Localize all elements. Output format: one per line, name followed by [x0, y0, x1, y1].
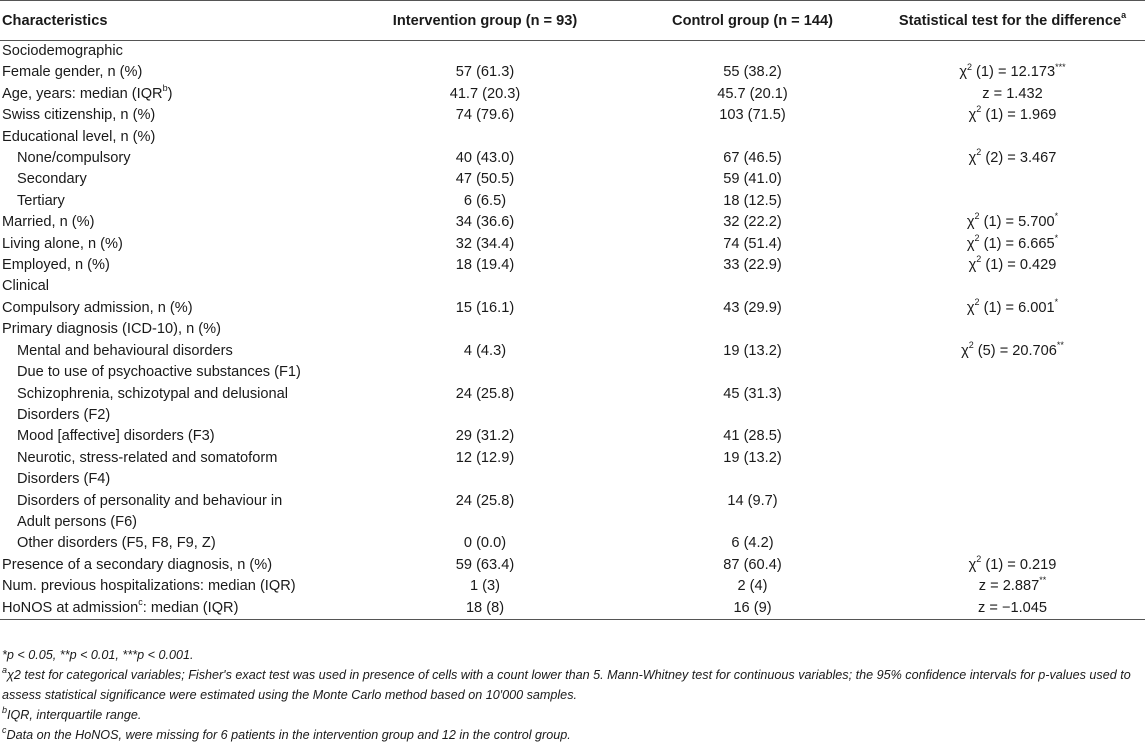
intervention-value: [345, 319, 625, 340]
test-text: χ: [968, 257, 977, 274]
statistical-test-value: [880, 405, 1145, 426]
intervention-value: 59 (63.4): [455, 556, 515, 573]
header-control-group: Control group (n = 144): [625, 1, 880, 41]
row-label-text: HoNOS at admission: [2, 599, 139, 616]
row-label: [0, 62, 345, 83]
row-label: [0, 276, 345, 297]
row-label-text: Adult persons (F6): [17, 513, 138, 530]
statistical-test-value: [880, 105, 1145, 126]
row-label: [0, 469, 345, 490]
statistical-test-value: [880, 598, 1145, 620]
statistical-test-value: [880, 148, 1145, 169]
header-statistical-test-label: Statistical test for the difference: [898, 12, 1122, 29]
test-exponent: 2: [974, 297, 980, 308]
row-label-text: Primary diagnosis (ICD-10), n (%): [2, 321, 221, 338]
footnote-a-text: test for categorical variables; Fisher's exact test was used in presence of cells with a count lower than 5. Mann-Whitney test for continuous variables; the 95% confidence intervals for p-values used to assess statistical significance were estimated using the Monte Carlo method based on 10′000 samples.: [2, 668, 1131, 702]
test-rest: (1) = 0.429: [981, 257, 1057, 274]
statistical-test-value: [880, 469, 1145, 490]
table-row: [0, 491, 1145, 512]
intervention-value: 40 (43.0): [455, 150, 515, 167]
row-label-text: Age, years: median (IQR: [2, 85, 163, 102]
intervention-value: 47 (50.5): [455, 171, 515, 188]
test-exponent: 2: [974, 232, 980, 243]
statistical-test-value: [880, 169, 1145, 190]
row-label-text: Disorders (F2): [17, 406, 111, 423]
header-statistical-test: [880, 1, 1145, 41]
statistical-test-value: [880, 341, 1145, 362]
footnote-b-text: IQR, interquartile range.: [7, 708, 142, 722]
intervention-value: 57 (61.3): [455, 64, 515, 81]
statistical-test-value: [880, 362, 1145, 383]
control-value: 18 (12.5): [723, 192, 782, 209]
intervention-value: 1 (3): [469, 578, 500, 595]
statistical-test-value: [880, 512, 1145, 533]
row-label-text: Compulsory admission, n (%): [2, 299, 193, 316]
statistical-test-value: [880, 533, 1145, 554]
control-value: 59 (41.0): [723, 171, 782, 188]
intervention-value: 18 (8): [345, 598, 625, 620]
row-label: [0, 41, 345, 63]
test-exponent: 2: [976, 553, 982, 564]
statistical-test-value: [880, 41, 1145, 63]
intervention-value: [345, 276, 625, 297]
control-value: 87 (60.4): [723, 556, 782, 573]
row-label-text: Num. previous hospitalizations: median (IQR): [2, 578, 296, 595]
row-label: [0, 105, 345, 126]
footnote-b-marker: b: [2, 704, 8, 715]
control-value: 6 (4.2): [731, 535, 774, 552]
row-label-footnote: c: [138, 596, 143, 607]
row-label-text: Married, n (%): [2, 214, 95, 231]
table-row: [0, 41, 1145, 63]
row-label: [0, 127, 345, 148]
control-value: 2 (4): [737, 578, 768, 595]
table-row: [0, 576, 1145, 597]
significance-stars: *: [1054, 211, 1059, 222]
test-rest: (1) = 1.969: [981, 107, 1057, 124]
row-label: [0, 576, 345, 597]
row-label: [0, 169, 345, 190]
row-label: [0, 191, 345, 212]
row-label: [0, 255, 345, 276]
statistical-test-value: [880, 212, 1145, 233]
row-label: [0, 148, 345, 169]
statistical-test-value: [880, 319, 1145, 340]
test-text: z = 1.432: [982, 85, 1043, 102]
table-row: [0, 169, 1145, 190]
intervention-value: [345, 127, 625, 148]
table-row: [0, 448, 1145, 469]
statistical-test-value: [880, 62, 1145, 83]
control-value: [625, 512, 880, 533]
control-value: [625, 276, 880, 297]
row-label: [0, 384, 345, 405]
row-label-text: Mental and behavioural disorders: [17, 342, 233, 359]
test-text: χ: [966, 214, 975, 231]
table-row: [0, 405, 1145, 426]
table-row: [0, 191, 1145, 212]
header-row: [0, 1, 1145, 41]
intervention-value: 15 (16.1): [455, 299, 515, 316]
statistical-test-value: [880, 576, 1145, 597]
row-label-end: : median (IQR): [142, 599, 239, 616]
significance-stars: ***: [1055, 61, 1066, 72]
statistical-test-value: [880, 555, 1145, 576]
control-value: 67 (46.5): [723, 150, 782, 167]
footnote-significance: *p < 0.05, **p < 0.01, ***p < 0.001.: [2, 648, 194, 662]
test-text: χ: [968, 556, 977, 573]
significance-stars: *: [1054, 297, 1059, 308]
test-exponent: 2: [976, 254, 982, 265]
row-label: [0, 491, 345, 512]
table-row: [0, 533, 1145, 554]
control-value: [625, 127, 880, 148]
table-row: [0, 127, 1145, 148]
test-text: χ: [966, 235, 975, 252]
footnote-c-marker: c: [2, 724, 7, 735]
control-value: 14 (9.7): [727, 492, 778, 509]
significance-stars: **: [1056, 339, 1064, 350]
table-row: [0, 276, 1145, 297]
test-text: χ: [961, 342, 969, 359]
row-label-end: ): [167, 85, 173, 102]
test-exponent: 2: [976, 147, 982, 158]
control-value: [625, 405, 880, 426]
table-row: [0, 84, 1145, 105]
control-value: 74 (51.4): [723, 235, 782, 252]
test-rest: (1) = 12.173: [972, 64, 1056, 81]
row-label-text: Female gender, n (%): [2, 64, 143, 81]
intervention-value: [345, 362, 625, 383]
control-value: 19 (13.2): [723, 449, 782, 466]
row-label: [0, 341, 345, 362]
test-rest: (1) = 6.001: [979, 299, 1055, 316]
table-row: [0, 234, 1145, 255]
table-row: [0, 212, 1145, 233]
intervention-value: [345, 41, 625, 63]
control-value: [625, 469, 880, 490]
statistical-test-value: [880, 491, 1145, 512]
row-label: [0, 84, 345, 105]
table-row: [0, 298, 1145, 319]
intervention-value: 4 (4.3): [463, 342, 507, 359]
row-label-text: Living alone, n (%): [2, 235, 123, 252]
footnote-a: [2, 665, 1142, 705]
row-label: [0, 512, 345, 533]
table-body: [0, 41, 1145, 620]
control-value: [625, 362, 880, 383]
row-label-text: Presence of a secondary diagnosis, n (%): [2, 556, 273, 573]
statistical-test-value: [880, 276, 1145, 297]
row-label: [0, 319, 345, 340]
row-label: [0, 426, 345, 447]
table-row: [0, 384, 1145, 405]
intervention-value: 34 (36.6): [455, 214, 515, 231]
table-row: [0, 598, 1145, 620]
control-value: 16 (9): [625, 598, 880, 620]
statistical-test-value: [880, 448, 1145, 469]
intervention-value: [345, 405, 625, 426]
row-label-text: Disorders of personality and behaviour in: [17, 492, 283, 509]
table-row: [0, 255, 1145, 276]
row-label: [0, 234, 345, 255]
row-label-text: Due to use of psychoactive substances (F1): [17, 364, 301, 381]
statistical-test-value: [880, 84, 1145, 105]
significance-stars: **: [1039, 575, 1047, 586]
table-row: [0, 148, 1145, 169]
row-label-text: Employed, n (%): [2, 257, 110, 274]
statistical-test-value: [880, 255, 1145, 276]
test-rest: (5) = 20.706: [973, 342, 1057, 359]
intervention-value: 6 (6.5): [463, 192, 507, 209]
row-label: [0, 533, 345, 554]
test-text: χ: [966, 299, 975, 316]
table-footnotes: [2, 645, 1142, 745]
row-label-text: None/compulsory: [17, 150, 131, 167]
row-label: [0, 298, 345, 319]
intervention-value: 32 (34.4): [455, 235, 515, 252]
row-label: [0, 212, 345, 233]
table-row: [0, 512, 1145, 533]
test-exponent: 2: [974, 211, 980, 222]
test-exponent: 2: [968, 339, 974, 350]
control-value: [625, 319, 880, 340]
row-label-text: Clinical: [2, 278, 50, 295]
intervention-value: 0 (0.0): [463, 535, 507, 552]
intervention-value: [345, 512, 625, 533]
table-row: [0, 62, 1145, 83]
row-label-text: Secondary: [17, 171, 87, 188]
footnote-c: [2, 725, 1142, 745]
header-footnote-a: a: [1121, 9, 1127, 20]
row-label-footnote: b: [162, 82, 168, 93]
significance-stars: *: [1054, 232, 1059, 243]
row-label-text: Other disorders (F5, F8, F9, Z): [17, 535, 216, 552]
control-value: 19 (13.2): [723, 342, 782, 359]
row-label-text: Disorders (F4): [17, 471, 111, 488]
intervention-value: [345, 469, 625, 490]
row-label-text: Mood [affective] disorders (F3): [17, 428, 215, 445]
statistical-test-value: [880, 127, 1145, 148]
intervention-value: 24 (25.8): [455, 385, 515, 402]
control-value: 41 (28.5): [723, 428, 782, 445]
test-rest: (1) = 0.219: [981, 556, 1057, 573]
intervention-value: 24 (25.8): [455, 492, 515, 509]
table-row: [0, 469, 1145, 490]
footnote-b: [2, 705, 1142, 725]
row-label-text: Educational level, n (%): [2, 128, 156, 145]
control-value: 32 (22.2): [723, 214, 782, 231]
row-label: [0, 555, 345, 576]
row-label: [0, 448, 345, 469]
control-value: [625, 41, 880, 63]
intervention-value: 41.7 (20.3): [449, 85, 521, 102]
statistical-test-value: [880, 234, 1145, 255]
table-row: [0, 105, 1145, 126]
control-value: 55 (38.2): [723, 64, 782, 81]
test-exponent: 2: [966, 61, 972, 72]
footnote-c-text: Data on the HoNOS, were missing for 6 patients in the intervention group and 12 in the control group.: [6, 728, 571, 742]
row-label-text: Sociodemographic: [2, 43, 123, 59]
row-label: [0, 405, 345, 426]
intervention-value: 29 (31.2): [455, 428, 515, 445]
row-label-text: Neurotic, stress-related and somatoform: [17, 449, 278, 466]
table-row: [0, 341, 1145, 362]
statistical-test-value: [880, 426, 1145, 447]
control-value: 103 (71.5): [719, 107, 786, 124]
footnote-a-chi: χ2: [7, 668, 21, 682]
row-label-text: Swiss citizenship, n (%): [2, 107, 156, 124]
table-row: [0, 362, 1145, 383]
footnote-a-marker: a: [2, 664, 8, 675]
test-text: χ: [968, 107, 977, 124]
header-intervention-group: Intervention group (n = 93): [345, 1, 625, 41]
test-text: z = −1.045: [978, 599, 1047, 616]
intervention-value: 18 (19.4): [455, 257, 515, 274]
test-text: χ: [968, 150, 977, 167]
statistical-test-value: [880, 298, 1145, 319]
row-label-text: Tertiary: [17, 192, 65, 209]
test-text: z = 2.887: [978, 578, 1040, 595]
row-label: [0, 598, 345, 620]
test-rest: (1) = 5.700: [979, 214, 1055, 231]
control-value: 45 (31.3): [723, 385, 782, 402]
table-row: [0, 319, 1145, 340]
test-text: χ: [959, 64, 967, 81]
row-label-text: Schizophrenia, schizotypal and delusional: [17, 385, 288, 402]
header-characteristics: Characteristics: [0, 1, 345, 41]
test-rest: (1) = 6.665: [979, 235, 1055, 252]
control-value: 33 (22.9): [723, 257, 782, 274]
intervention-value: 12 (12.9): [455, 449, 515, 466]
test-rest: (2) = 3.467: [981, 150, 1057, 167]
statistical-test-value: [880, 191, 1145, 212]
test-exponent: 2: [976, 104, 982, 115]
control-value: 43 (29.9): [723, 299, 782, 316]
intervention-value: 74 (79.6): [455, 107, 515, 124]
table-row: [0, 555, 1145, 576]
row-label: [0, 362, 345, 383]
statistical-test-value: [880, 384, 1145, 405]
table-row: [0, 426, 1145, 447]
control-value: 45.7 (20.1): [717, 85, 788, 102]
